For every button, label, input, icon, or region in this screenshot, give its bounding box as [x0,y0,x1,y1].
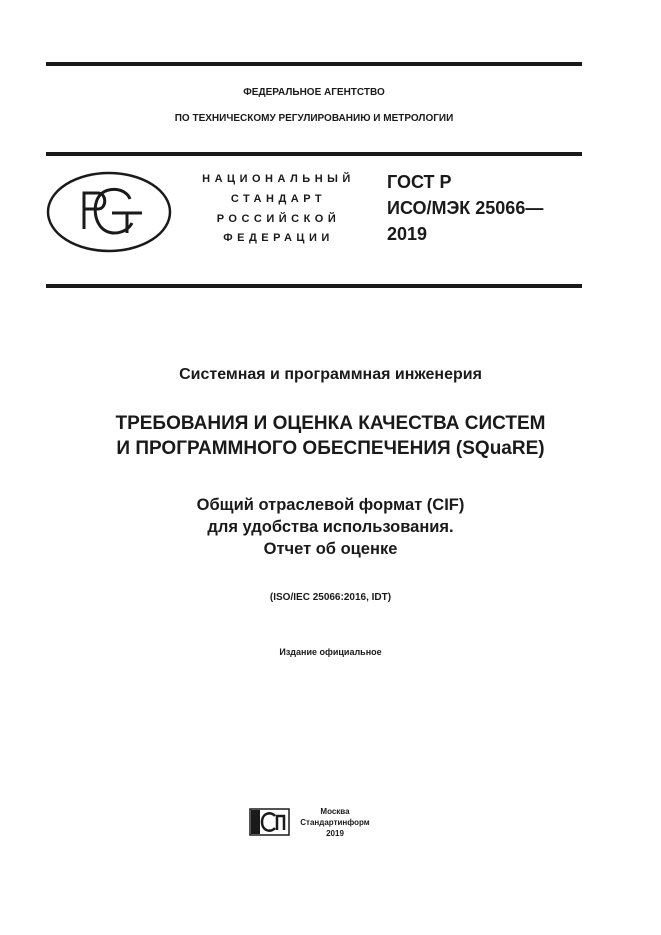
main-title-line-1: ТРЕБОВАНИЯ И ОЦЕНКА КАЧЕСТВА СИСТЕМ [115,413,546,434]
national-line-3: РОССИЙСКОЙ [216,212,341,225]
block-rule [46,284,582,288]
publisher-block [300,806,370,839]
standartinform-logo-icon [249,808,290,836]
iso-reference: (ISO/IEC 25066:2016, IDT) [269,592,392,603]
document-main-title [20,411,641,461]
gost-line-1: ГОСТ Р [387,172,452,192]
national-line-4: ФЕДЕРАЦИИ [223,232,334,245]
document-part-title [20,494,641,560]
publisher-year: 2019 [326,829,344,838]
gost-designation [387,169,543,247]
part-title-line-2: для удобства использования. [207,518,454,536]
agency-line-1: ФЕДЕРАЛЬНОЕ АГЕНТСТВО [243,87,385,98]
rst-certification-logo-icon [46,171,172,253]
part-title-line-3: Отчет об оценке [263,540,398,558]
publisher-city: Москва [320,807,350,816]
national-line-2: СТАНДАРТ [230,192,327,205]
header-rule [46,152,582,156]
main-title-line-2: И ПРОГРАММНОГО ОБЕСПЕЧЕНИЯ (SQuaRE) [116,438,545,459]
edition-label: Издание официальное [279,647,382,657]
document-subtitle: Системная и программная инженерия [179,366,482,383]
publisher-name: Стандартинформ [300,818,370,827]
part-title-line-1: Общий отраслевой формат (CIF) [196,496,465,514]
top-rule [46,62,582,66]
national-standard-block [186,170,371,249]
national-line-1: НАЦИОНАЛЬНЫЙ [202,173,355,185]
gost-line-2: ИСО/МЭК 25066— [387,198,544,218]
gost-line-3: 2019 [387,224,428,244]
agency-line-2: ПО ТЕХНИЧЕСКОМУ РЕГУЛИРОВАНИЮ И МЕТРОЛОГИИ [174,113,454,124]
